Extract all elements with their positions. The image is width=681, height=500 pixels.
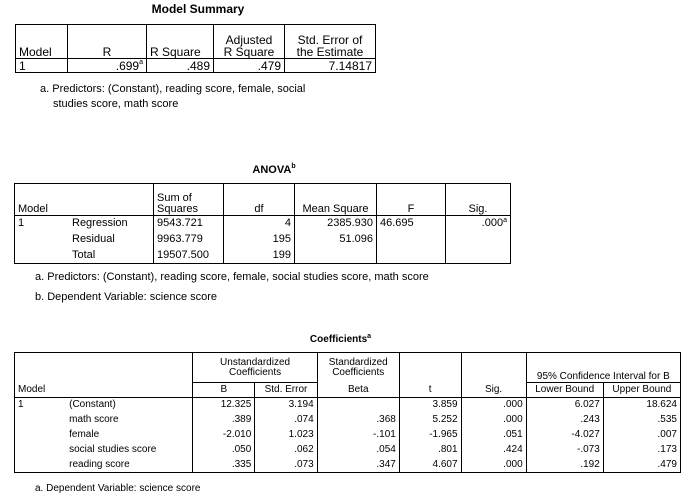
coefficients-title-footnote: a (367, 333, 372, 340)
coefficients-footnote-a: a. Dependent Variable: science score (35, 483, 201, 494)
std-error-cell: 7.14817 (328, 59, 372, 73)
model-summary-row (16, 59, 376, 73)
anova-f (377, 232, 446, 248)
anova-row (15, 232, 511, 248)
coef-se: 3.194 (255, 398, 317, 413)
coef-lower: 6.027 (526, 398, 603, 413)
coef-row-label: reading score (66, 458, 193, 473)
anova-model-header: Model (15, 184, 70, 216)
coef-sig: .000 (461, 458, 526, 473)
coef-t: 3.859 (399, 398, 461, 413)
anova-model-cell: 1 (18, 217, 25, 230)
anova-mean-sq (295, 248, 377, 264)
anova-row-label: Residual (69, 232, 154, 248)
anova-sig-footnote: a (503, 217, 507, 225)
coef-upper: .535 (657, 414, 677, 425)
anova-table (14, 183, 511, 264)
coef-beta: .054 (317, 443, 399, 458)
coefficients-header-row-1 (15, 353, 681, 383)
r-square-cell: .489 (147, 59, 214, 73)
coef-sig: .051 (461, 428, 526, 443)
sig-header: Sig. (461, 383, 526, 398)
coef-upper: .173 (657, 444, 677, 455)
r-square-header: R Square (147, 25, 214, 59)
model-summary-table (15, 24, 376, 73)
std-error-header (285, 25, 376, 59)
anova-sum-sq: 9543.721 (154, 216, 224, 232)
coef-lower: -4.027 (526, 428, 603, 443)
std-header-line1: Standardized (328, 356, 388, 368)
coefficients-title-text: Coefficients (309, 334, 368, 345)
coef-b: 12.325 (193, 398, 255, 413)
unstd-header-line1: Unstandardized (220, 356, 291, 368)
coef-row-label: social studies score (66, 443, 193, 458)
anova-title-footnote: b (291, 163, 296, 170)
coef-sig: .000 (461, 413, 526, 428)
coef-t: .801 (399, 443, 461, 458)
upper-bound-header: Upper Bound (603, 383, 680, 398)
coef-row-label: female (66, 428, 193, 443)
coef-lower: .243 (526, 413, 603, 428)
anova-footnote-a: a. Predictors: (Constant), reading score, female, social studies score, math score (35, 271, 429, 283)
coefficients-row (15, 398, 681, 413)
model-summary-footnote-a-line1: a. Predictors: (Constant), reading score, female, social (40, 83, 306, 95)
coefficients-row (15, 413, 681, 428)
coef-se: .073 (255, 458, 317, 473)
r-value: .699 (115, 59, 140, 73)
std-error-header: Std. Error (255, 383, 317, 398)
coef-row-label: math score (66, 413, 193, 428)
beta-header: Beta (317, 383, 399, 398)
coef-se: .062 (255, 443, 317, 458)
anova-row-label: Total (69, 248, 154, 264)
coefficients-title (14, 334, 667, 345)
coef-model-header: Model (15, 383, 67, 398)
coef-se: .074 (255, 413, 317, 428)
coef-model-cell: 1 (18, 399, 24, 411)
coef-beta: -.101 (317, 428, 399, 443)
coef-b: .050 (193, 443, 255, 458)
model-header: Model (16, 25, 68, 59)
mean-sq-header: Mean Square (295, 184, 377, 216)
coef-t: -1.965 (399, 428, 461, 443)
std-header-line2: Coefficients (332, 366, 385, 378)
coef-upper: .007 (657, 429, 677, 440)
std-error-header-line2: the Estimate (296, 45, 364, 59)
unstd-header-line2: Coefficients (229, 366, 282, 378)
adj-r-square-cell: .479 (214, 59, 285, 73)
sum-sq-header-line1: Sum of (157, 192, 192, 204)
coef-lower: .192 (526, 458, 603, 473)
coefficients-header-row-2 (15, 383, 681, 398)
coef-beta: .347 (317, 458, 399, 473)
coef-sig: .000 (461, 398, 526, 413)
df-header: df (224, 184, 295, 216)
anova-title-text: ANOVA (252, 164, 292, 176)
anova-df: 4 (224, 216, 295, 232)
lower-bound-header: Lower Bound (526, 383, 603, 398)
anova-row (15, 216, 511, 232)
anova-row-label: Regression (69, 216, 154, 232)
anova-row (15, 248, 511, 264)
coef-upper: .479 (657, 458, 677, 470)
anova-sum-sq: 19507.500 (154, 248, 224, 264)
sig-header: Sig. (446, 184, 511, 216)
coef-row-label: (Constant) (66, 398, 193, 413)
t-header: t (399, 383, 461, 398)
sum-sq-header (154, 184, 224, 216)
coefficients-row (15, 428, 681, 443)
coefficients-row (15, 458, 681, 473)
anova-mean-sq: 2385.930 (295, 216, 377, 232)
anova-f: 46.695 (377, 216, 446, 232)
coef-b: .389 (193, 413, 255, 428)
b-header: B (193, 383, 255, 398)
anova-sig (446, 216, 511, 232)
anova-header-row (15, 184, 511, 216)
std-error-header-line1: Std. Error of (297, 33, 363, 47)
coef-beta (317, 398, 399, 413)
r-cell (68, 59, 147, 73)
sum-sq-header-line2: Squares (157, 203, 198, 215)
coef-b: .335 (193, 458, 255, 473)
anova-sum-sq: 9963.779 (154, 232, 224, 248)
f-header: F (377, 184, 446, 216)
r-footnote: a (139, 59, 143, 66)
model-summary-title: Model Summary (151, 2, 245, 16)
anova-f (377, 248, 446, 264)
r-header: R (68, 25, 147, 59)
unstd-header (193, 353, 317, 383)
coef-t: 4.607 (399, 458, 461, 473)
model-cell: 1 (16, 59, 68, 73)
anova-title (14, 164, 534, 176)
anova-footnote-b: b. Dependent Variable: science score (35, 291, 218, 303)
anova-sig (446, 248, 511, 264)
ci-header: 95% Confidence Interval for B (526, 353, 680, 383)
anova-df: 199 (224, 248, 295, 264)
model-summary-header-row (16, 25, 376, 59)
anova-df: 195 (224, 232, 295, 248)
coef-lower: -.073 (526, 443, 603, 458)
std-header (317, 353, 399, 383)
coef-b: -2.010 (193, 428, 255, 443)
coef-t: 5.252 (399, 413, 461, 428)
anova-mean-sq: 51.096 (295, 232, 377, 248)
anova-sig-value: .000 (481, 217, 504, 230)
model-summary-footnote-a-line2: studies score, math score (53, 98, 179, 110)
coef-upper: 18.624 (646, 399, 677, 411)
coef-beta: .368 (317, 413, 399, 428)
model-summary-footnote-a (40, 82, 305, 112)
coefficients-row (15, 443, 681, 458)
adj-r-square-header-line2: R Square (223, 45, 275, 59)
coef-se: 1.023 (255, 428, 317, 443)
anova-sig (446, 232, 511, 248)
coefficients-table (14, 352, 681, 473)
adj-r-square-header-line1: Adjusted (225, 33, 273, 47)
coef-sig: .424 (461, 443, 526, 458)
adj-r-square-header (214, 25, 285, 59)
